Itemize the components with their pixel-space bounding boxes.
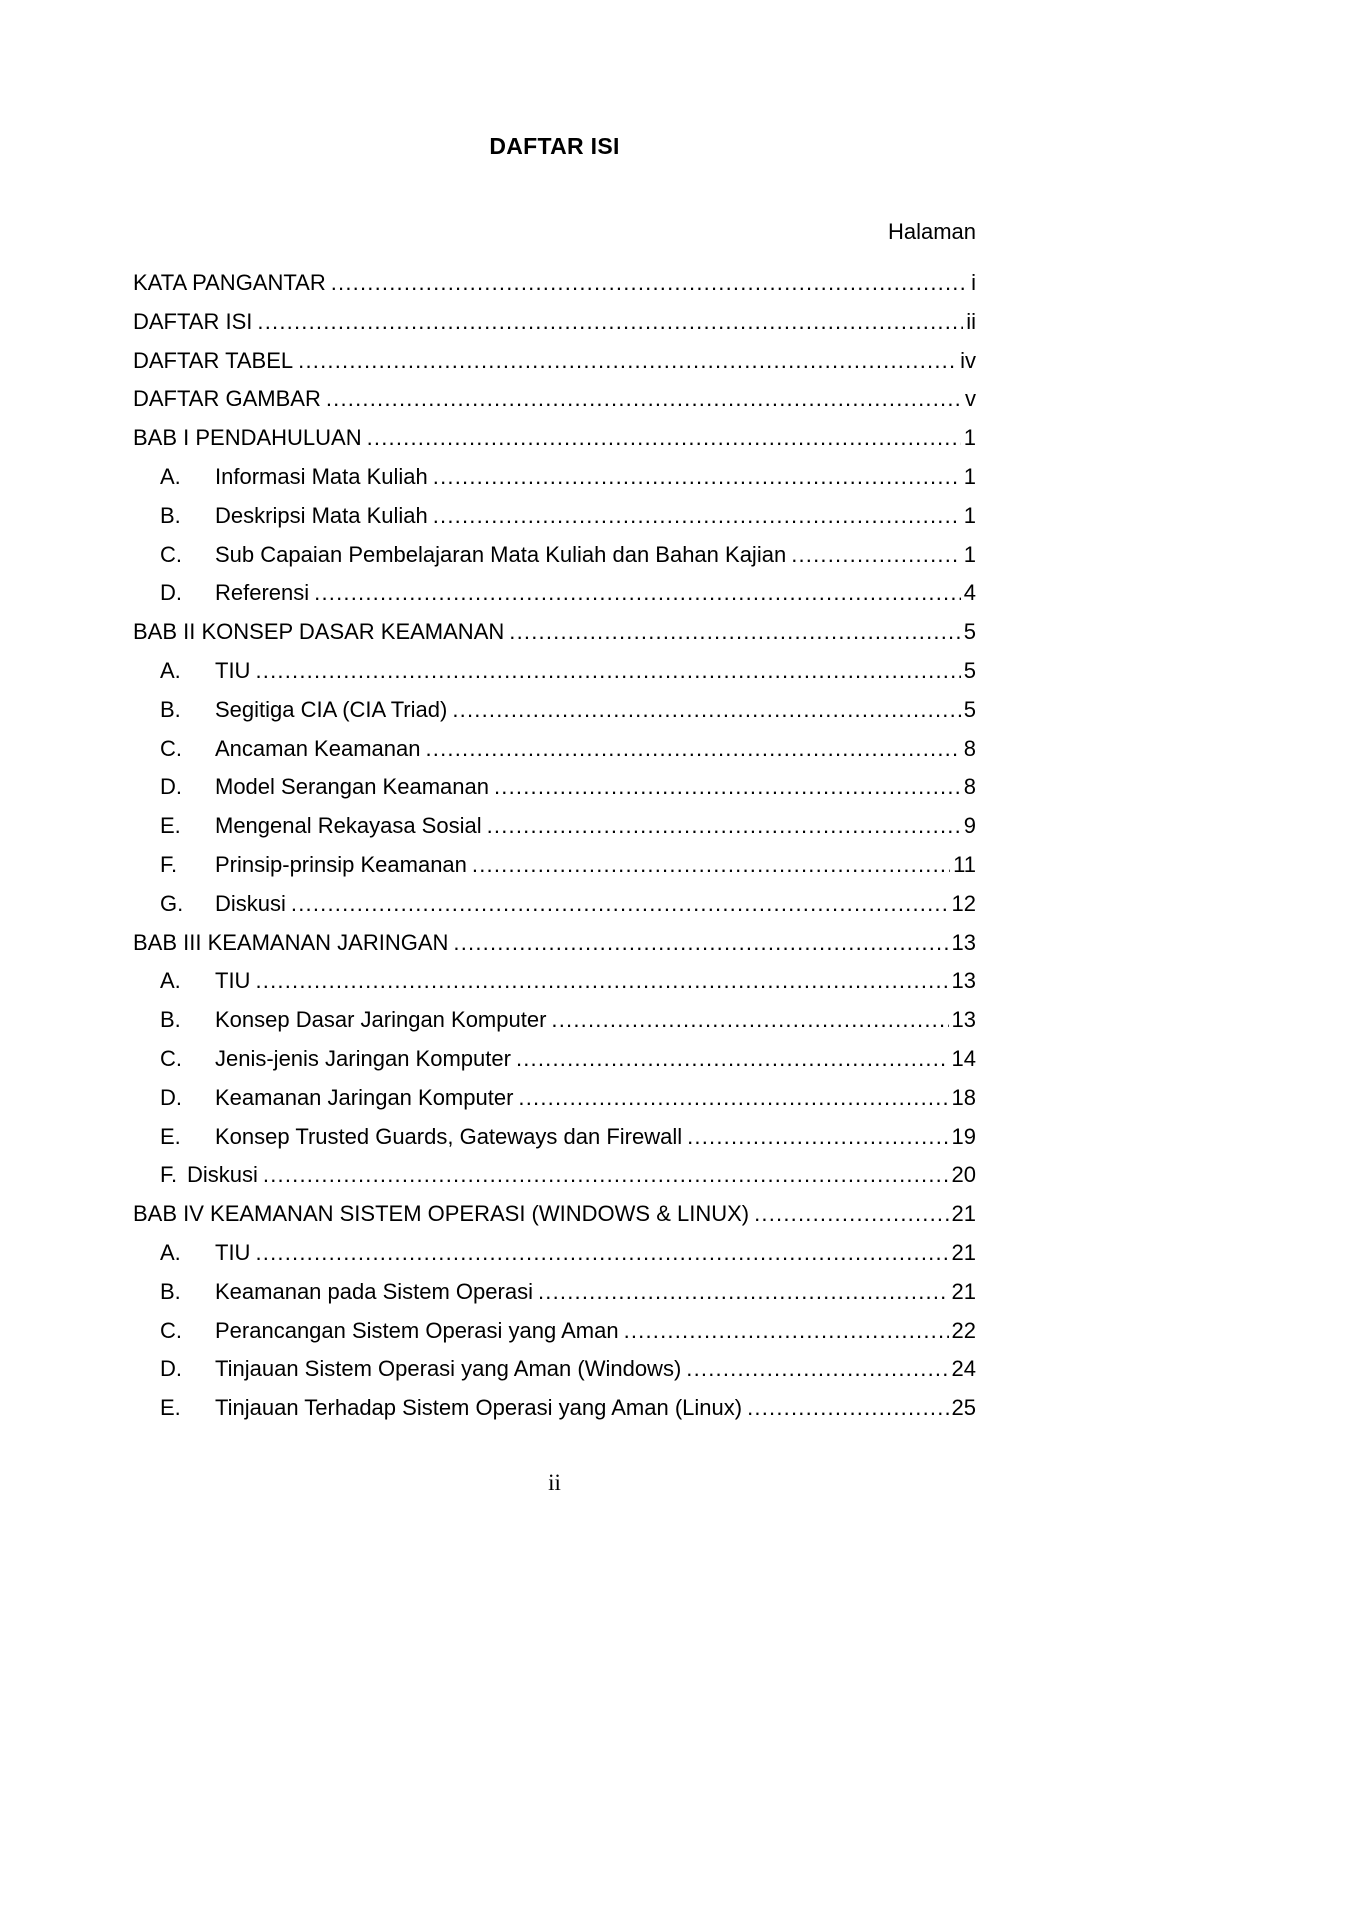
dot-leader	[425, 730, 960, 769]
dot-leader	[291, 885, 949, 924]
toc-entry-title: Referensi	[215, 580, 310, 606]
toc-entry-page: iv	[960, 347, 976, 373]
toc-entry-page: 1	[963, 541, 976, 567]
toc-entry-title: BAB IV KEAMANAN SISTEM OPERASI (WINDOWS & LINUX)	[133, 1201, 750, 1227]
toc-entry-label: C.	[160, 735, 182, 761]
toc-row	[133, 1079, 976, 1118]
toc-entry-label: D.	[160, 580, 182, 606]
toc-row	[133, 1001, 976, 1040]
dot-leader	[263, 1156, 949, 1195]
toc-entry-label: D.	[160, 774, 182, 800]
toc-entry-label: E.	[160, 1123, 181, 1149]
dot-leader	[509, 613, 960, 652]
dot-leader	[624, 1312, 949, 1351]
toc-row	[133, 1040, 976, 1079]
toc-entry-title: Diskusi	[215, 890, 286, 916]
dot-leader	[472, 846, 950, 885]
toc-entry-page: 13	[951, 968, 976, 994]
toc-entry-page: 14	[951, 1045, 976, 1071]
dot-leader	[494, 768, 961, 807]
toc-row	[133, 1156, 976, 1195]
toc-row	[133, 1273, 976, 1312]
toc-row	[133, 768, 976, 807]
toc-entry-title: BAB II KONSEP DASAR KEAMANAN	[133, 619, 505, 645]
toc-entry-title: Informasi Mata Kuliah	[215, 463, 428, 489]
dot-leader	[433, 458, 961, 497]
toc-entry-title: KATA PANGANTAR	[133, 270, 326, 295]
dot-leader	[452, 691, 960, 730]
toc-entry-title: TIU	[215, 1239, 251, 1265]
toc-entry-label: C.	[160, 1317, 182, 1343]
toc-entry-label: E.	[160, 1395, 181, 1421]
toc-entry-label: G.	[160, 890, 184, 916]
toc-entry-label: B.	[160, 696, 181, 722]
toc-entry-label: A.	[160, 968, 181, 994]
toc-entry-page: 4	[963, 580, 976, 606]
toc-entry-title: TIU	[215, 968, 251, 994]
toc-entry-title: Ancaman Keamanan	[215, 735, 421, 761]
toc-row	[133, 846, 976, 885]
toc-entry-label: B.	[160, 1007, 181, 1033]
toc-row	[133, 730, 976, 769]
toc-entry-label: D.	[160, 1356, 182, 1382]
toc-entry-page: v	[965, 386, 976, 412]
toc-entry-page: ii	[966, 308, 976, 334]
dot-leader	[326, 380, 962, 419]
toc-list	[133, 264, 976, 1428]
toc-entry-title: DAFTAR GAMBAR	[133, 386, 321, 412]
toc-entry-title: DAFTAR TABEL	[133, 347, 294, 373]
toc-entry-page: 13	[951, 1007, 976, 1033]
toc-entry-label: A.	[160, 463, 181, 489]
dot-leader	[314, 574, 961, 613]
dot-leader	[331, 264, 968, 303]
toc-entry-page: 22	[951, 1317, 976, 1343]
toc-entry-page: 5	[963, 657, 976, 683]
dot-leader	[367, 419, 961, 458]
toc-entry-title: Keamanan pada Sistem Operasi	[215, 1278, 533, 1304]
dot-leader	[687, 1118, 948, 1157]
toc-row	[133, 1312, 976, 1351]
dot-leader	[487, 807, 961, 846]
toc-entry-page: 5	[963, 696, 976, 722]
toc-row	[133, 458, 976, 497]
toc-entry-title: Prinsip-prinsip Keamanan	[215, 851, 467, 877]
toc-entry-title: DAFTAR ISI	[133, 308, 253, 334]
toc-entry-page: 1	[963, 425, 976, 451]
toc-entry-title: Segitiga CIA (CIA Triad)	[215, 696, 448, 722]
dot-leader	[754, 1195, 948, 1234]
toc-row	[133, 342, 976, 381]
toc-row	[133, 303, 976, 342]
toc-entry-label: E.	[160, 813, 181, 839]
dot-leader	[433, 497, 961, 536]
dot-leader	[255, 962, 948, 1001]
toc-row	[133, 419, 976, 458]
toc-entry-page: 25	[951, 1395, 976, 1421]
toc-row	[133, 924, 976, 963]
toc-entry-title: BAB III KEAMANAN JARINGAN	[133, 929, 449, 955]
toc-row	[133, 652, 976, 691]
toc-entry-page: 20	[951, 1162, 976, 1188]
toc-row	[133, 380, 976, 419]
toc-row	[133, 962, 976, 1001]
dot-leader	[255, 1234, 948, 1273]
toc-entry-page: 8	[963, 735, 976, 761]
toc-row	[133, 1195, 976, 1234]
dot-leader	[453, 924, 948, 963]
toc-row	[133, 1350, 976, 1389]
toc-entry-page: 1	[963, 463, 976, 489]
toc-entry-label: C.	[160, 541, 182, 567]
toc-entry-page: 9	[963, 813, 976, 839]
toc-entry-label: B.	[160, 502, 181, 528]
dot-leader	[298, 342, 957, 381]
toc-row	[133, 536, 976, 575]
toc-entry-label: A.	[160, 1239, 181, 1265]
dot-leader	[518, 1079, 948, 1118]
toc-row	[133, 264, 976, 303]
toc-entry-page: 13	[951, 929, 976, 955]
toc-row	[133, 691, 976, 730]
toc-entry-title: Konsep Dasar Jaringan Komputer	[215, 1007, 547, 1033]
dot-leader	[551, 1001, 948, 1040]
toc-entry-page: 21	[951, 1201, 976, 1227]
toc-entry-page: 24	[951, 1356, 976, 1382]
toc-entry-title: Sub Capaian Pembelajaran Mata Kuliah dan Bahan Kajian	[215, 541, 787, 567]
toc-entry-page: 5	[963, 619, 976, 645]
toc-entry-title: Konsep Trusted Guards, Gateways dan Firewall	[215, 1123, 683, 1149]
toc-entry-title: Tinjauan Terhadap Sistem Operasi yang Aman (Linux)	[215, 1395, 743, 1421]
toc-entry-label: B.	[160, 1278, 181, 1304]
toc-entry-title: TIU	[215, 657, 251, 683]
page-title: DAFTAR ISI	[489, 133, 620, 159]
toc-entry-label: F.	[160, 1162, 178, 1188]
toc-entry-page: i	[971, 270, 976, 295]
toc-entry-label: C.	[160, 1045, 182, 1071]
toc-entry-page: 19	[951, 1123, 976, 1149]
toc-row	[133, 1234, 976, 1273]
toc-entry-label: A.	[160, 657, 181, 683]
toc-row	[133, 497, 976, 536]
toc-entry-title: Keamanan Jaringan Komputer	[215, 1084, 514, 1110]
toc-entry-page: 21	[951, 1239, 976, 1265]
toc-entry-label: F.	[160, 851, 178, 877]
toc-row	[133, 574, 976, 613]
toc-row	[133, 807, 976, 846]
toc-entry-page: 8	[963, 774, 976, 800]
toc-entry-title: Deskripsi Mata Kuliah	[215, 502, 428, 528]
toc-entry-title: Model Serangan Keamanan	[215, 774, 489, 800]
toc-entry-title: Tinjauan Sistem Operasi yang Aman (Windows)	[215, 1356, 682, 1382]
toc-row	[133, 885, 976, 924]
toc-entry-page: 21	[951, 1278, 976, 1304]
toc-entry-page: 12	[951, 890, 976, 916]
dot-leader	[516, 1040, 949, 1079]
toc-entry-page: 1	[963, 502, 976, 528]
toc-row	[133, 1118, 976, 1157]
dot-leader	[255, 652, 960, 691]
dot-leader	[747, 1389, 948, 1428]
toc-entry-title: BAB I PENDAHULUAN	[133, 425, 362, 451]
toc-entry-title: Perancangan Sistem Operasi yang Aman	[215, 1317, 619, 1343]
toc-entry-title: Mengenal Rekayasa Sosial	[215, 813, 482, 839]
toc-entry-page: 11	[953, 851, 976, 877]
column-header-halaman: Halaman	[887, 219, 976, 244]
toc-entry-page: 18	[951, 1084, 976, 1110]
toc-entry-title: Jenis-jenis Jaringan Komputer	[215, 1045, 511, 1071]
toc-content	[133, 133, 976, 1428]
dot-leader	[791, 536, 961, 575]
toc-row	[133, 613, 976, 652]
toc-entry-title: Diskusi	[187, 1162, 258, 1188]
dot-leader	[538, 1273, 949, 1312]
dot-leader	[257, 303, 963, 342]
toc-row	[133, 1389, 976, 1428]
page-number-footer: ii	[548, 1470, 561, 1495]
toc-entry-label: D.	[160, 1084, 182, 1110]
dot-leader	[686, 1350, 948, 1389]
